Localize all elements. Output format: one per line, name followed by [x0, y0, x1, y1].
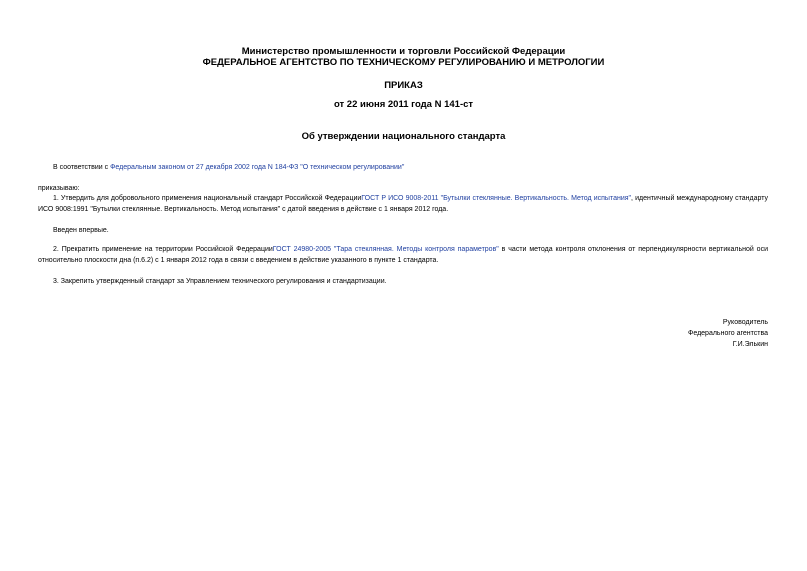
agency-title: ФЕДЕРАЛЬНОЕ АГЕНТСТВО ПО ТЕХНИЧЕСКОМУ РЕГУЛИРОВАНИЮ И МЕТРОЛОГИИ — [202, 57, 605, 68]
intro-paragraph — [38, 162, 768, 173]
ministry-title: Министерство промышленности и торговли Российской Федерации — [241, 46, 566, 57]
p1-text-end: , идентичный международному стандарту ИСО 9008:1991 "Бутылки стеклянные. Вертикальность. Метод испытания" с датой введения в действие с 1 января 2012 года. — [38, 195, 769, 213]
p2-text-end: в части метода контроля отклонения от перпендикулярности вертикальной оси относительно плоскости дна (п.6.2) с 1 января 2012 года в связи с введением в действие указанного в пункте 1 стандарта. — [38, 246, 768, 264]
doc-type: ПРИКАЗ — [384, 80, 423, 91]
federal-law-link[interactable]: Федеральным законом от 27 декабря 2002 года N 184-ФЗ "О техническом регулировании" — [110, 164, 405, 171]
signature-name: Г.И.Элькин — [732, 341, 768, 348]
paragraph-2 — [38, 244, 768, 266]
order-word: приказываю: — [38, 185, 80, 192]
doc-subject: Об утверждении национального стандарта — [301, 131, 506, 142]
gost-9008-link[interactable]: ГОСТ Р ИСО 9008-2011 "Бутылки стеклянные. Вертикальность. Метод испытания" — [361, 195, 632, 202]
paragraph-1 — [38, 193, 768, 215]
paragraph-3: 3. Закрепить утвержденный стандарт за Управлением технического регулирования и стандартизации. — [53, 278, 387, 285]
date-number: от 22 июня 2011 года N 141-ст — [333, 99, 474, 110]
signature-org: Федерального агентства — [688, 330, 768, 337]
p1-text-start: 1. Утвердить для добровольного применения национальный стандарт Российской Федерации — [53, 195, 362, 202]
intro-text: В соответствии с — [53, 164, 111, 171]
p2-text-start: 2. Прекратить применение на территории Российской Федерации — [53, 246, 273, 253]
introduced-note: Введен впервые. — [53, 227, 109, 234]
gost-24980-link[interactable]: ГОСТ 24980-2005 "Тара стеклянная. Методы контроля параметров" — [272, 246, 499, 253]
signature-role: Руководитель — [722, 319, 768, 326]
